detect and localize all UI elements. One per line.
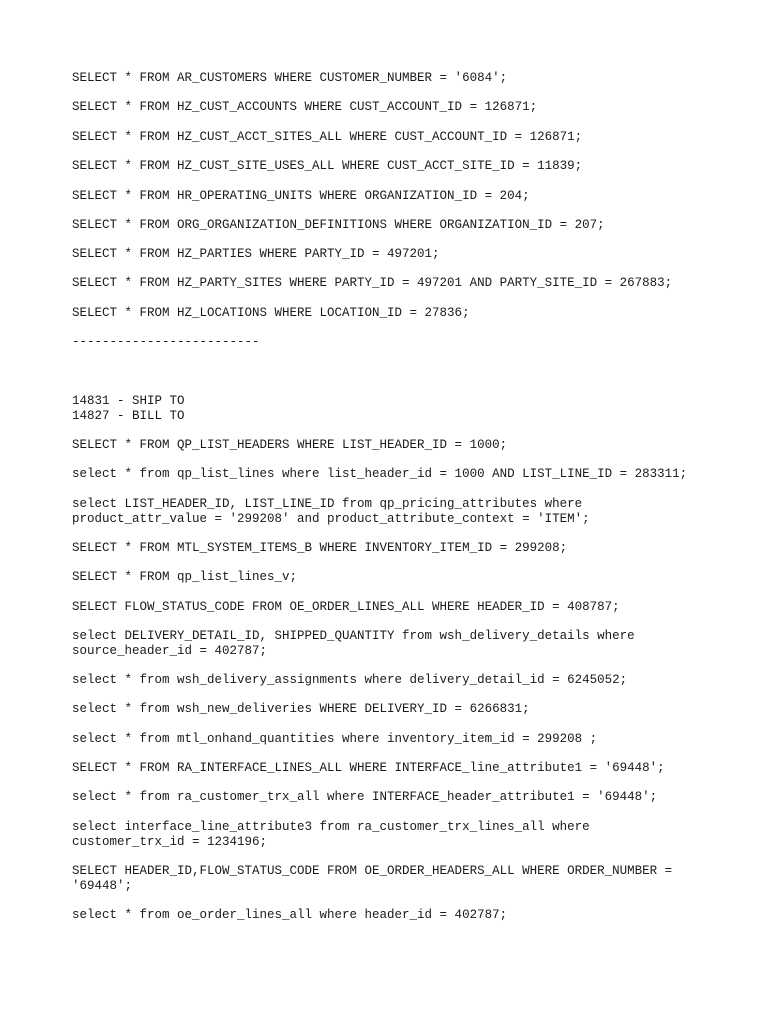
sql-line: SELECT * FROM HZ_PARTIES WHERE PARTY_ID = 497201;: [72, 247, 440, 261]
sql-line: SELECT * FROM HZ_CUST_ACCT_SITES_ALL WHERE CUST_ACCOUNT_ID = 126871;: [72, 130, 583, 144]
sql-line: SELECT * FROM AR_CUSTOMERS WHERE CUSTOMER_NUMBER = '6084';: [72, 71, 508, 85]
sql-line: source_header_id = 402787;: [72, 644, 268, 658]
sql-line: select * from ra_customer_trx_all where INTERFACE_header_attribute1 = '69448';: [72, 790, 658, 804]
sql-line: select * from wsh_delivery_assignments where delivery_detail_id = 6245052;: [72, 673, 628, 687]
sql-line: SELECT * FROM HZ_PARTY_SITES WHERE PARTY_ID = 497201 AND PARTY_SITE_ID = 267883;: [72, 276, 673, 290]
sql-line: SELECT * FROM qp_list_lines_v;: [72, 570, 298, 584]
sql-line: product_attr_value = '299208' and product_attribute_context = 'ITEM';: [72, 512, 590, 526]
sql-line: select * from qp_list_lines where list_header_id = 1000 AND LIST_LINE_ID = 283311;: [72, 467, 688, 481]
note-line: 14831 - SHIP TO: [72, 394, 185, 408]
sql-line: SELECT * FROM QP_LIST_HEADERS WHERE LIST_HEADER_ID = 1000;: [72, 438, 508, 452]
sql-line: select DELIVERY_DETAIL_ID, SHIPPED_QUANTITY from wsh_delivery_details where: [72, 629, 635, 643]
sql-line: select LIST_HEADER_ID, LIST_LINE_ID from qp_pricing_attributes where: [72, 497, 583, 511]
sql-line: '69448';: [72, 879, 133, 893]
sql-line: customer_trx_id = 1234196;: [72, 835, 268, 849]
sql-line: SELECT HEADER_ID,FLOW_STATUS_CODE FROM OE_ORDER_HEADERS_ALL WHERE ORDER_NUMBER =: [72, 864, 673, 878]
sql-line: SELECT * FROM HZ_CUST_SITE_USES_ALL WHERE CUST_ACCT_SITE_ID = 11839;: [72, 159, 583, 173]
sql-line: select * from wsh_new_deliveries WHERE DELIVERY_ID = 6266831;: [72, 702, 530, 716]
sql-line: SELECT * FROM ORG_ORGANIZATION_DEFINITIONS WHERE ORGANIZATION_ID = 207;: [72, 218, 605, 232]
sql-line: SELECT FLOW_STATUS_CODE FROM OE_ORDER_LINES_ALL WHERE HEADER_ID = 408787;: [72, 600, 620, 614]
sql-line: SELECT * FROM HZ_CUST_ACCOUNTS WHERE CUST_ACCOUNT_ID = 126871;: [72, 100, 538, 114]
sql-line: select * from mtl_onhand_quantities where inventory_item_id = 299208 ;: [72, 732, 598, 746]
sql-line: SELECT * FROM MTL_SYSTEM_ITEMS_B WHERE INVENTORY_ITEM_ID = 299208;: [72, 541, 568, 555]
sql-line: select interface_line_attribute3 from ra_customer_trx_lines_all where: [72, 820, 590, 834]
sql-line: SELECT * FROM RA_INTERFACE_LINES_ALL WHERE INTERFACE_line_attribute1 = '69448';: [72, 761, 665, 775]
sql-line: SELECT * FROM HZ_LOCATIONS WHERE LOCATION_ID = 27836;: [72, 306, 470, 320]
separator-line: -------------------------: [72, 335, 260, 349]
sql-line: select * from oe_order_lines_all where header_id = 402787;: [72, 908, 508, 922]
note-line: 14827 - BILL TO: [72, 409, 185, 423]
sql-line: SELECT * FROM HR_OPERATING_UNITS WHERE ORGANIZATION_ID = 204;: [72, 189, 530, 203]
